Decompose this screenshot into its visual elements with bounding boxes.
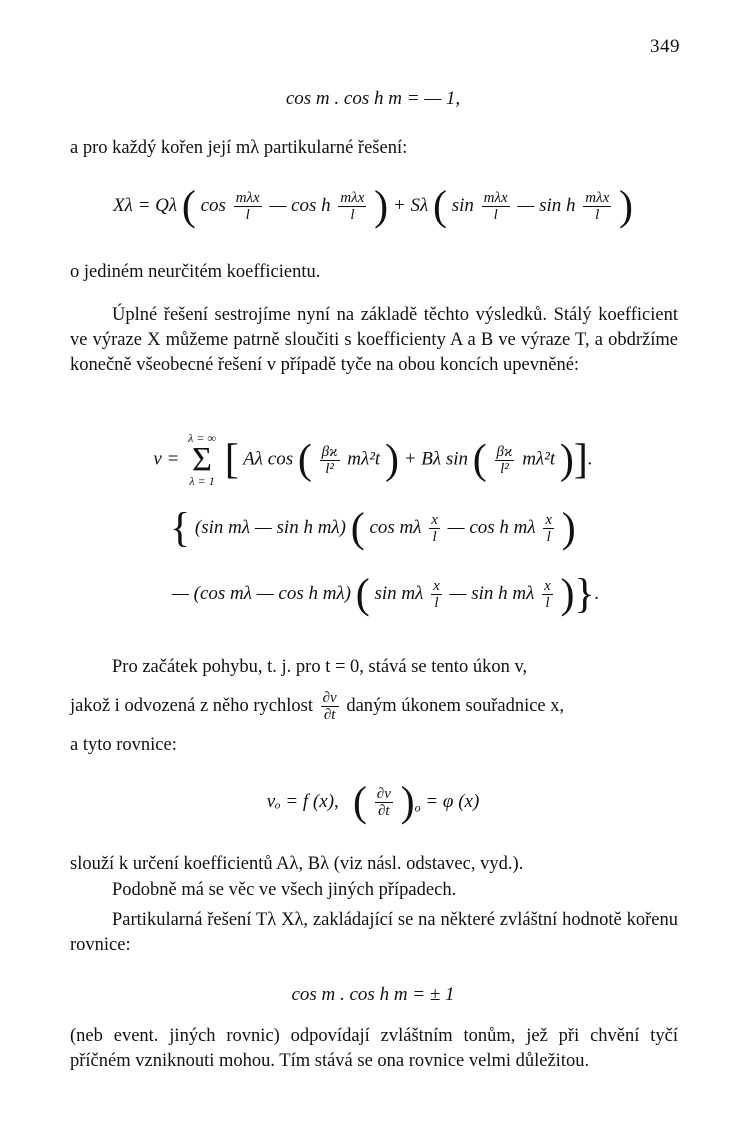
paragraph-3: Úplné řešení sestrojíme nyní na základě těchto výsledků. Stálý koefficient ve výraze X můžeme patrně sloučiti s koefficienty A a B ve výraze T, a obdržíme konečně všeobecné řešení v případě tyče na obou koncích upevněné: [70, 305, 678, 375]
eq4-frac-1: $\frac{x}{l}$ [431, 512, 438, 545]
equation-5: — (cos mλ — cos h mλ) ( sin mλ $\frac{x}{l}$ — sin h mλ $\frac{x}{l}$ )}. [172, 571, 600, 618]
paragraph-6: a tyto rovnice: [70, 735, 177, 755]
eq5-tail: — sin h mλ [449, 582, 535, 604]
eq3-lhs: v = [153, 448, 180, 470]
paragraph-8: Podobně má se věc ve všech jiných případech. [112, 880, 457, 900]
eq2-frac-2: $\frac{\text{mλx}}{l}$ [340, 190, 365, 223]
sum-operator: λ = ∞ Σ λ = 1 [188, 431, 216, 488]
paragraph-1: a pro každý kořen její mλ partikularné řešení: [70, 138, 408, 158]
eq5-frac-1: $\frac{x}{l}$ [433, 578, 440, 611]
eq3-frac-2: $\frac{\beta ϰ}{\text{l²}}$ [496, 443, 513, 477]
paragraph-5 [70, 690, 678, 723]
equation-2: Xλ = Qλ ( cos $\frac{\text{mλx}}{l}$ — cos h $\frac{\text{mλx}}{l}$ ) + Sλ ( sin $\frac{\text{mλx}}{l}$ — sin h $\frac{\text{mλx}}{l}$ ) [113, 183, 633, 230]
eq4-open: (sin mλ — sin h mλ) [194, 516, 346, 538]
para5-text-b: daným úkonem souřadnice x, [346, 695, 565, 716]
eq3-plus: + Bλ sin [403, 448, 469, 470]
eq3-frac-1: $\frac{\beta ϰ}{\text{l²}}$ [321, 443, 338, 477]
eq3-term1: Aλ cos [243, 448, 294, 470]
equation-6: vₒ = f (x), ( $\frac{\partial v}{\partial t}$ )$_o = \varphi$ (x) [266, 779, 480, 826]
eq2-fn4: — sin h [517, 194, 576, 216]
eq2-frac-1: $\frac{\text{mλx}}{l}$ [235, 190, 260, 223]
eq5-mid: sin mλ [374, 582, 424, 604]
eq2-frac-4: $\frac{\text{mλx}}{l}$ [585, 190, 610, 223]
paragraph-10: (neb event. jiných rovnic) odpovídají zvláštním tonům, jež při chvění tyčí příčném vzniknouti mohou. Tím stává se ona rovnice velmi důležitou. [70, 1026, 678, 1071]
paragraph-4: Pro začátek pohybu, t. j. pro t = 0, stává se tento úkon v, [112, 657, 528, 677]
paragraph-2: o jediném neurčitém koefficientu. [70, 262, 321, 282]
eq2-fn2: — cos h [269, 194, 331, 216]
paragraph-7: slouží k určení koefficientů Aλ, Bλ (viz násl. odstavec, vyd.). [70, 854, 524, 874]
para5-text-a: jakož i odvozená z něho rychlost [70, 695, 313, 716]
eq3-term1-tail: mλ²t [347, 448, 381, 470]
eq3-term2-tail: mλ²t [522, 448, 556, 470]
eq6-right: = φ (x) [425, 790, 480, 812]
eq4-frac-2: $\frac{x}{l}$ [545, 512, 553, 545]
paragraph-9: Partikularná řešení Tλ Xλ, zakládající se na některé zvláštní hodnotě kořenu rovnice: [70, 910, 678, 955]
eq5-end: . [594, 582, 600, 604]
eq2-frac-3: $\frac{\text{mλx}}{l}$ [483, 190, 508, 223]
eq4-tail: — cos h mλ [447, 516, 536, 538]
equation-3: v = λ = ∞ Σ λ = 1 [ Aλ cos ( $\frac{\beta ϰ}{\text{l²}}$ mλ²t ) + Bλ sin ( $\frac{\beta ϰ}{\text{l²}}$ mλ²t )]. [153, 431, 593, 488]
equation-7: cos m . cos h m = ± 1 [291, 984, 455, 1005]
eq2-lhs: Xλ = Qλ [113, 194, 178, 216]
eq6-left: vₒ = f (x), [266, 790, 339, 812]
eq2-plus: + Sλ [392, 194, 429, 216]
equation-1: cos m . cos h m = — 1, [285, 88, 461, 109]
eq5-frac-2: $\frac{x}{l}$ [544, 578, 551, 611]
eq4-mid: cos mλ [369, 516, 422, 538]
eq2-fn1: cos [200, 194, 226, 216]
page-number: 349 [650, 36, 680, 57]
eq6-sub: o [414, 800, 421, 815]
equation-4: { (sin mλ — sin h mλ) ( cos mλ $\frac{x}{l}$ — cos h mλ $\frac{x}{l}$ ) [170, 505, 576, 552]
dv-dt-fraction: $\frac{\partial v}{\partial t}$ [322, 690, 337, 723]
eq6-frac: $\frac{\partial v}{\partial t}$ [376, 786, 391, 819]
eq3-end: . [587, 448, 593, 470]
eq2-fn3: sin [451, 194, 474, 216]
eq5-open: — (cos mλ — cos h mλ) [172, 582, 351, 604]
